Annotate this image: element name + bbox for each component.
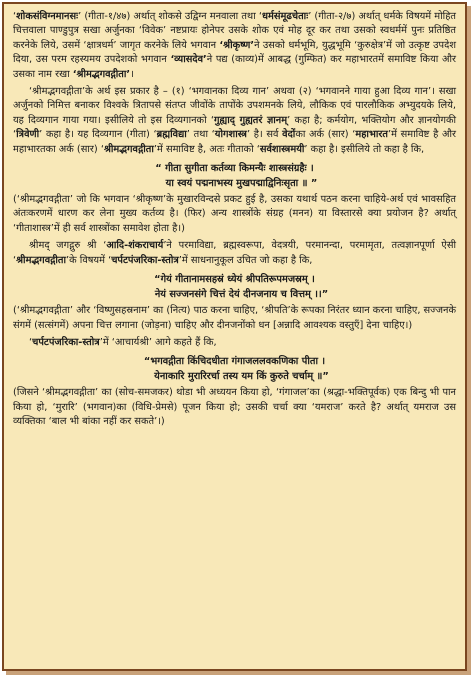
body-paragraph: (जिसने ‘श्रीमद्भगवद्गीता’ का (सोच-समजकर) थोडा भी अध्ययन किया हो, ‘गंगाजल’का (श्रद्धा-भक्तिपूर्वक) एक बिन्दु भी पान किया हो, ‘मुरारि’ (भगवान)का (विधि-प्रेमसे) पूजन किया हो; उसकी चर्चा क्या ‘यमराज’ करते है? अर्थात् यमराज उस व्यक्तिका ‘बाल भी बांका नहीं कर सकते’।): [13, 387, 456, 428]
verse-line: “गेयं गीतानामसहस्रं ध्येयं श्रीपतिरूपमजस्रम् ।: [154, 274, 315, 286]
body-paragraph: ‘श्रीमद्भगवद्गीता’के अर्थ इस प्रकार है – (१) ‘भगवानका दिव्य गान’ अथवा (२) ‘भगवानने गाया हुआ दिव्य गान’। सखा अर्जुनको निमित्त बनाकर विश्वके त्रितापसे संतप्त जीवोंके तापोंके उपशमनके लिये, लौकिक एवं पारलौकिक अभ्युदयके लिये, यह दिव्यगान गाया गया। इसीलिये तो इस दिव्यगानको ‘गुह्याद् गुह्यतरं ज्ञानम्’ कहा है; कर्मयोग, भक्तियोग और ज्ञानयोगकी ‘त्रिवेणी’ कहा है। यह दिव्यगान (गीता) ‘ब्रह्मविद्या’ तथा ‘योगशास्त्र’ है। सर्व वेदोंका अर्क (सार) ‘महाभारत’में समाविष्ट है और महाभारतका अर्क (सार) ‘श्रीमद्भगवद्गीता’में समाविष्ट है, अतः गीताको ‘सर्वशास्त्रमयी’ कहा है। इसीलिये तो कहा है कि,: [13, 86, 457, 155]
sanskrit-verse: [13, 354, 456, 384]
body-paragraph: श्रीमद् जगद्गुरु श्री ‘आदि-शंकराचार्य’ने परमाविद्या, ब्रह्मस्वरूपा, वेदत्रयी, परमानन्दा, परमामृता, तत्वज्ञानपूर्णा ऐसी ‘श्रीमद्भगवद्गीता’के विषयमें ‘चर्पटपंजरिका-स्तोत्र’में साधनानुकूल उचित जो कहा है कि,: [13, 240, 456, 266]
verse-line: येनाकारि मुरारिरर्चा तस्य यम किं कुरुते चर्चाम् ॥”: [154, 371, 329, 383]
verse-line: “ गीता सुगीता कर्तव्या किमन्यैः शास्त्रसंग्रहैः ।: [155, 163, 314, 175]
body-paragraph: (‘श्रीमद्भगवद्गीता’ और ‘विष्णुसहस्रनाम’ का (नित्य) पाठ करना चाहिए, ‘श्रीपति’के रूपका निरंतर ध्यान करना चाहिए, सज्जनके संगमें (सत्संगमें) अपना चित्त लगाना (जोड़ना) चाहिए और दीनजनोंको धन [अन्नादि आवश्यक वस्तुएँ] देना चाहिए।): [13, 305, 456, 331]
sanskrit-verse: [13, 272, 456, 302]
verse-line: नेयं सज्जनसंगे चित्तं देयं दीनजनाय च वित्तम् ।।”: [154, 289, 329, 301]
body-paragraph: ‘चर्पटपंजरिका-स्तोत्र’में ‘आचार्यश्री’ आगे कहते हैं कि,: [29, 336, 217, 348]
body-paragraph: ‘शोकसंविग्नमानसः’ (गीता-१/४७) अर्थात् शोकसे उद्विग्न मनवाला तथा ‘धर्मसंमूढचेताः’ (गीता-२/७) अर्थात् धर्मके विषयमें मोहित चित्तवाला पाण्डुपुत्र सखा अर्जुनका ‘विवेक’ नष्टप्रायः होनेपर उसके शोक एवं मोह दूर कर तथा उसको स्वधर्ममें पुनः प्रतिष्ठित करनेके लिये, उसमें ‘क्षात्रधर्म’ जागृत करनेके लिये भगवान ‘श्रीकृष्ण’ने उसको धर्मभूमि, युद्धभूमि ‘कुरुक्षेत्र’में जो उत्कृष्ट उपदेश दिया, उस परम रहस्यमय उपदेशको भगवान ‘व्यासदेव’ने पद्य (काव्य)में आबद्ध (गुम्फित) कर महाभारतमें समाविष्ट किया और उसका नाम रखा ‘श्रीमद्भगवद्गीता’।: [13, 11, 456, 80]
document-page: [2, 2, 467, 671]
verse-line: या स्वयं पद्मनाभस्य मुखपद्माद्विनिःसृता ॥ ”: [165, 178, 318, 190]
sanskrit-verse: [13, 161, 456, 191]
verse-line: “भगवद्गीता किंचिदधीता गंगाजललवकणिका पीता ।: [143, 356, 326, 368]
body-paragraph: (‘श्रीमद्भगवद्गीता’ जो कि भगवान ‘श्रीकृष्ण’के मुखारविन्दसे प्रकट हुई है, उसका यथार्थ पठन करना चाहिये-अर्थ एवं भावसहित अंतःकरणमें धारण कर लेना मुख्य कर्तव्य है। (फिर) अन्य शास्त्रोंके संग्रह (मनन) या विस्तारसे क्या प्रयोजन है? अर्थात् ‘गीताशास्त्र’में ही सर्व शास्त्रोंका समावेश होता है।): [13, 194, 456, 234]
